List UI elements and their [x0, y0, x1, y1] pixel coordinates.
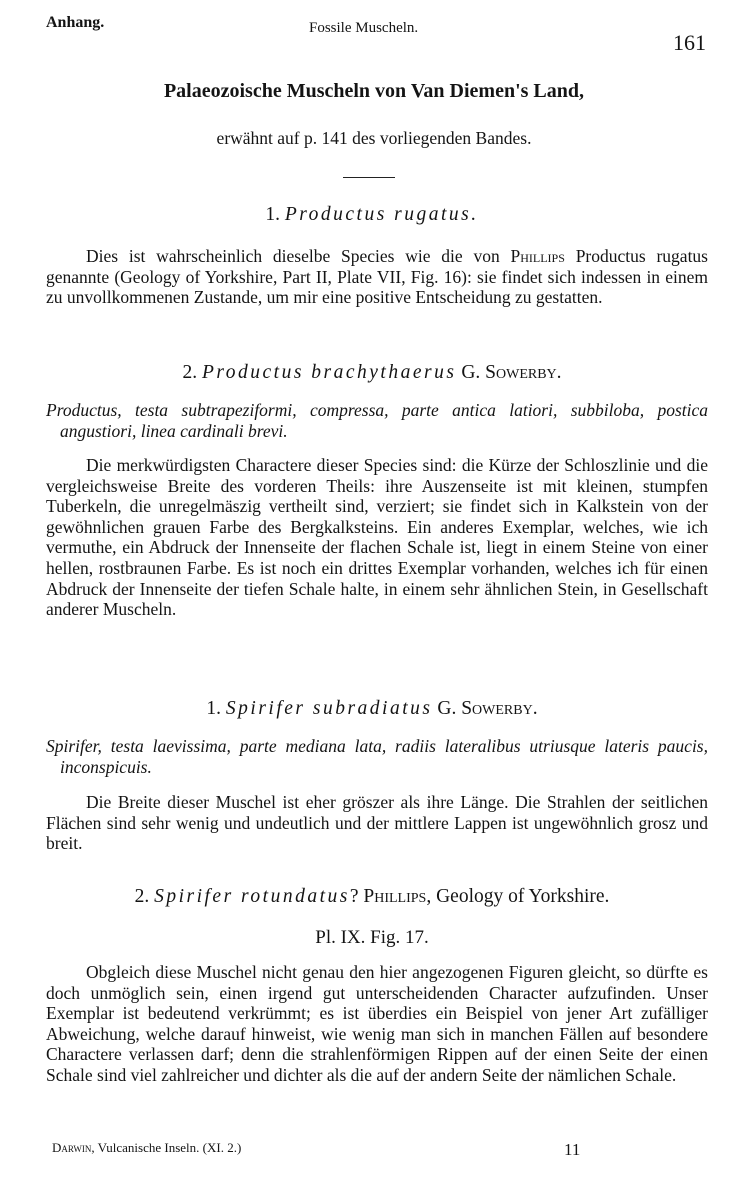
- literature-reference: Geology of Yorkshire.: [436, 886, 610, 907]
- species-author: G. Sowerby.: [437, 698, 538, 719]
- chapter-subtitle: erwähnt auf p. 141 des vorliegenden Bandes.: [216, 128, 532, 148]
- species-name: Productus brachythaerus: [201, 362, 457, 383]
- chapter-title: Palaeozoische Muscheln von Van Diemen's Land,: [163, 80, 585, 102]
- page-footer: [52, 1140, 708, 1164]
- query-mark: ?: [349, 886, 359, 907]
- author-reference: Phillips: [510, 246, 565, 266]
- header-running-title: Fossile Muscheln.: [309, 20, 419, 36]
- latin-diagnosis: Productus, testa subtrapeziformi, compressa, parte antica latiori, subbiloba, postica angustiori, linea cardinali brevi.: [46, 400, 708, 441]
- header-section-label: Anhang.: [46, 14, 105, 31]
- figure-reference: Pl. IX. Fig. 17.: [315, 927, 429, 948]
- species-name: Spirifer subradiatus: [225, 698, 433, 719]
- species-author: G. Sowerby.: [461, 362, 562, 383]
- footer-work: Vulcanische Inseln. (XI. 2.): [97, 1140, 242, 1155]
- footer-citation: [52, 1140, 241, 1156]
- species-heading: [36, 362, 708, 384]
- signature-mark: 11: [564, 1140, 581, 1159]
- species-heading: [36, 204, 708, 226]
- latin-diagnosis: Spirifer, testa laevissima, parte mediana lata, radiis lateralibus utriusque lateris paucis, inconspicuis.: [46, 736, 708, 777]
- species-name: Productus rugatus.: [284, 204, 479, 225]
- page-number: 161: [673, 30, 706, 55]
- running-header: [46, 14, 706, 55]
- paragraph-text: Productus rugatus genannte (Geology of Yorkshire, Part II, Plate VII, Fig. 16): sie findet sich indessen in einem zu unvollkommenen Zustande, um mir eine positive Entscheidung zu gestatten.: [46, 246, 708, 308]
- title-divider: [343, 177, 395, 178]
- species-number: 1.: [265, 204, 280, 225]
- species-author: Phillips,: [363, 886, 432, 907]
- species-heading: [36, 698, 708, 720]
- species-number: 2.: [134, 886, 150, 907]
- body-paragraph: Die merkwürdigsten Charactere dieser Species sind: die Kürze der Schloszlinie und die vergleichsweise Breite des vorderen Theils: ihre Auszenseite ist mit kleinen, stumpfen Tuberkeln, die unregelmäszig vertheilt sind, verziert; sie findet sich in Kalkstein von der gewöhnlichen grauen Farbe des Bergkalksteins. Ein anderes Exemplar, welches, wie ich vermuthe, ein Abdruck der Innenseite der flachen Schale ist, liegt in einem Steine von einer hellen, rostbraunen Farbe. Es ist noch ein drittes Exemplar vorhanden, welches ich für einen Abdruck der Innenseite der tiefen Schale halte, in einem sehr ähnlichen Stein, in Gesellschaft anderer Muscheln.: [46, 455, 708, 620]
- body-paragraph: Die Breite dieser Muschel ist eher gröszer als ihre Länge. Die Strahlen der seitlichen Flächen sind sehr wenig und undeutlich und der mittlere Lappen ist ungewöhnlich grosz und breit.: [46, 792, 708, 854]
- footer-author: Darwin,: [52, 1140, 95, 1155]
- paragraph-text: Dies ist wahrscheinlich dieselbe Species wie die von: [86, 246, 511, 266]
- body-paragraph: [46, 246, 708, 308]
- species-heading: [36, 886, 708, 908]
- body-paragraph: Obgleich diese Muschel nicht genau den hier angezogenen Figuren gleicht, so dürfte es doch unmöglich sein, einen irgend gut unterscheidenden Character aufzufinden. Unser Exemplar ist bedeutend verkrümmt; es ist überdies ein Beispiel von jener Art zufälliger Abweichung, welche darauf hinweist, wie wenig man sich in manchen Fällen auf besondere Charactere verlassen darf; denn die strahlenförmigen Rippen auf der einen Seite der einen Schale sind viel zahlreicher und dichter als die auf der andern Seite der nämlichen Schale.: [46, 962, 708, 1085]
- species-number: 2.: [182, 362, 198, 383]
- species-number: 1.: [206, 698, 222, 719]
- species-name: Spirifer rotundatus: [154, 886, 350, 907]
